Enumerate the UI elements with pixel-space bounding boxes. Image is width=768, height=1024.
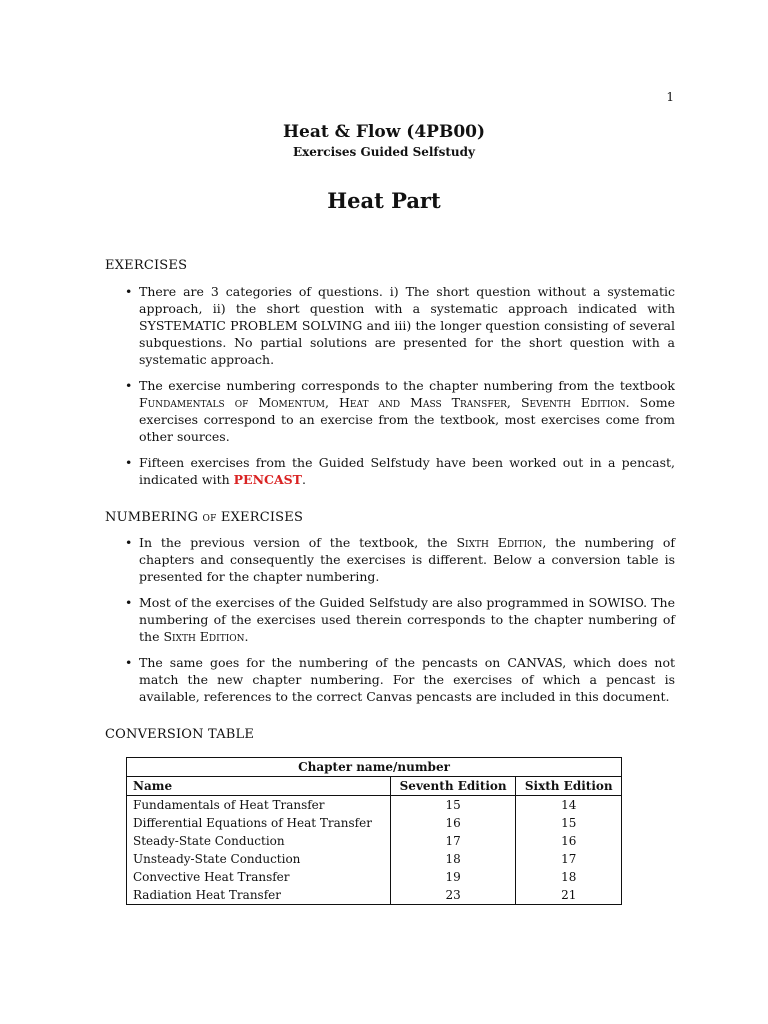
- table-group-header: Chapter name/number: [127, 758, 622, 777]
- table-row: [127, 850, 622, 868]
- table-row: [127, 796, 622, 815]
- bullet-icon: •: [125, 535, 133, 550]
- bullet-text: .: [302, 472, 306, 487]
- heading-part: of: [202, 510, 217, 525]
- seventh-edition-cell: 15: [390, 796, 516, 815]
- chapter-name-cell: Radiation Heat Transfer: [127, 886, 391, 905]
- section-heading-exercises: EXERCISES: [105, 258, 188, 273]
- numbering-bullet-list: [105, 534, 675, 714]
- exercises-bullet-list: [105, 283, 675, 497]
- part-heading: Heat Part: [327, 188, 441, 213]
- table-row: [127, 868, 622, 886]
- heading-part: EXERCISES: [216, 510, 304, 525]
- table-row: [127, 832, 622, 850]
- section-heading-numbering: [105, 510, 303, 525]
- table-row: [127, 814, 622, 832]
- seventh-edition-cell: 16: [390, 814, 516, 832]
- edition-name: Sixth Edition: [456, 535, 543, 550]
- sixth-edition-cell: 14: [516, 796, 622, 815]
- bullet-text: .: [244, 629, 249, 644]
- seventh-edition-cell: 17: [390, 832, 516, 850]
- bullet-text: The exercise numbering corresponds to the chapter numbering from the textbook: [139, 378, 675, 393]
- conversion-table: [126, 757, 622, 905]
- document-title: Heat & Flow (4PB00): [282, 122, 486, 142]
- chapter-name-cell: Fundamentals of Heat Transfer: [127, 796, 391, 815]
- textbook-title: Fundamentals of Momentum, Heat and Mass Transfer, Seventh Edition: [139, 395, 626, 410]
- bullet-icon: •: [125, 284, 133, 299]
- list-item: [105, 283, 675, 368]
- bullet-text: . Some exercises correspond to an exercise from the textbook, most exercises come from other sources.: [139, 395, 675, 444]
- heading-part: NUMBERING: [105, 510, 203, 525]
- sixth-edition-cell: 16: [516, 832, 622, 850]
- chapter-name-cell: Steady-State Conduction: [127, 832, 391, 850]
- chapter-name-cell: Differential Equations of Heat Transfer: [127, 814, 391, 832]
- column-header-sixth-edition: Sixth Edition: [516, 777, 622, 796]
- list-item: [105, 377, 675, 445]
- bullet-text: The same goes for the numbering of the pencasts on CANVAS, which does not match the new chapter numbering. For the exercises of which a pencast is available, references to the correct Canvas pencasts are included in this document.: [139, 655, 675, 704]
- edition-name: Sixth Edition: [163, 629, 245, 644]
- pencast-label: PENCAST: [233, 472, 302, 487]
- seventh-edition-cell: 23: [390, 886, 516, 905]
- chapter-name-cell: Unsteady-State Conduction: [127, 850, 391, 868]
- bullet-text: In the previous version of the textbook, the: [139, 535, 457, 550]
- sixth-edition-cell: 15: [516, 814, 622, 832]
- column-header-seventh-edition: Seventh Edition: [390, 777, 516, 796]
- column-header-name: Name: [127, 777, 391, 796]
- list-item: [105, 654, 675, 705]
- bullet-text: Most of the exercises of the Guided Selfstudy are also programmed in SOWISO. The numbering of the exercises used therein corresponds to the chapter numbering of the: [139, 595, 675, 644]
- document-subtitle: Exercises Guided Selfstudy: [293, 145, 475, 159]
- sixth-edition-cell: 21: [516, 886, 622, 905]
- section-heading-conversion: CONVERSION TABLE: [105, 727, 255, 742]
- seventh-edition-cell: 18: [390, 850, 516, 868]
- list-item: [105, 594, 675, 645]
- sixth-edition-cell: 18: [516, 868, 622, 886]
- bullet-icon: •: [125, 378, 133, 393]
- bullet-text: Fifteen exercises from the Guided Selfstudy have been worked out in a pencast, indicated with: [139, 455, 675, 487]
- sixth-edition-cell: 17: [516, 850, 622, 868]
- chapter-name-cell: Convective Heat Transfer: [127, 868, 391, 886]
- bullet-icon: •: [125, 655, 133, 670]
- page-number: 1: [666, 90, 674, 104]
- table-row: [127, 886, 622, 905]
- bullet-icon: •: [125, 595, 133, 610]
- list-item: [105, 534, 675, 585]
- bullet-text: , the numbering of chapters and consequently the exercises is different. Below a conversion table is presented for the chapter numbering.: [139, 535, 675, 584]
- list-item: [105, 454, 675, 488]
- seventh-edition-cell: 19: [390, 868, 516, 886]
- bullet-icon: •: [125, 455, 133, 470]
- bullet-text: There are 3 categories of questions. i) The short question without a systematic approach, ii) the short question with a systematic approach indicated with SYSTEMATIC PROBLEM SOLVING and iii) the longer question consisting of several subquestions. No partial solutions are presented for the short question with a systematic approach.: [139, 284, 675, 367]
